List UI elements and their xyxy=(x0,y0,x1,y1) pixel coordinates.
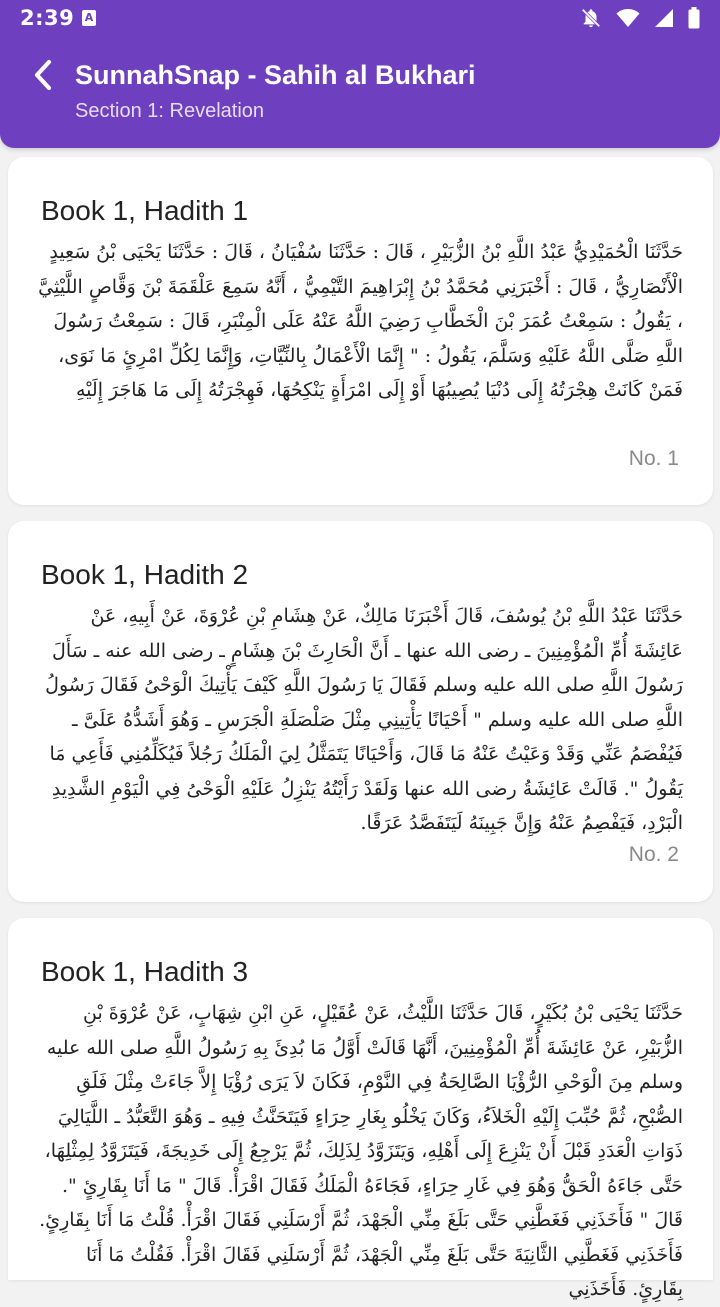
hadith-card[interactable] xyxy=(8,157,713,505)
hadith-title: Book 1, Hadith 3 xyxy=(41,956,249,987)
app-bar xyxy=(0,0,720,148)
hadith-title: Book 1, Hadith 2 xyxy=(41,559,249,590)
app-title: SunnahSnap - Sahih al Bukhari xyxy=(75,60,476,90)
section-subtitle: Section 1: Revelation xyxy=(75,100,265,122)
hadith-title: Book 1, Hadith 1 xyxy=(41,195,249,226)
status-bar xyxy=(0,0,720,38)
hadith-card[interactable] xyxy=(8,521,713,902)
status-time: 2:39 xyxy=(20,6,75,30)
back-arrow-icon[interactable] xyxy=(30,58,62,92)
notification-app-icon: A xyxy=(82,10,96,26)
notifications-off-icon xyxy=(580,7,602,29)
battery-icon xyxy=(688,7,700,29)
wifi-icon xyxy=(616,8,640,28)
hadith-number: No. 2 xyxy=(628,843,679,866)
hadith-number: No. 1 xyxy=(628,447,679,470)
hadith-arabic-text: حَدَّثَنَا يَحْيَى بْنُ بُكَيْرٍ، قَالَ حَدَّثَنَا اللَّيْثُ، عَنْ عُقَيْلٍ، عَنِ ابْنِ شِهَابٍ، عَنْ عُرْوَةَ بْنِ الزُّبَيْرِ، عَنْ عَائِشَةَ أُمِّ الْمُؤْمِنِينَ، أَنَّهَا قَالَتْ أَوَّلُ مَا بُدِئَ بِهِ رَسُولُ اللَّهِ صلى الله عليه وسلم مِنَ الْوَحْىِ الرُّؤْيَا الصَّالِحَةُ فِي النَّوْمِ، فَكَانَ لاَ يَرَى رُؤْيَا إِلاَّ جَاءَتْ مِثْلَ فَلَقِ الصُّبْحِ، ثُمَّ حُبِّبَ إِلَيْهِ الْخَلاَءُ، وَكَانَ يَخْلُو بِغَارِ حِرَاءٍ فَيَتَحَنَّثُ فِيهِ ـ وَهُوَ التَّعَبُّدُ ـ اللَّيَالِيَ ذَوَاتِ الْعَدَدِ قَبْلَ أَنْ يَنْزِعَ إِلَى أَهْلِهِ، وَيَتَزَوَّدُ لِذَلِكَ، ثُمَّ يَرْجِعُ إِلَى خَدِيجَةَ، فَيَتَزَوَّدُ لِمِثْلِهَا، حَتَّى جَاءَهُ الْحَقُّ وَهُوَ فِي غَارِ حِرَاءٍ، فَجَاءَهُ الْمَلَكُ فَقَالَ اقْرَأْ. قَالَ " مَا أَنَا بِقَارِئٍ ". قَالَ " فَأَخَذَنِي فَغَطَّنِي حَتَّى بَلَغَ مِنِّي الْجَهْدَ، ثُمَّ أَرْسَلَنِي فَقَالَ اقْرَأْ. قُلْتُ مَا أَنَا بِقَارِئٍ. فَأَخَذَنِي فَغَطَّنِي الثَّانِيَةَ حَتَّى بَلَغَ مِنِّي الْجَهْدَ، ثُمَّ أَرْسَلَنِي فَقَالَ اقْرَأْ. فَقُلْتُ مَا أَنَا بِقَارِئٍ. فَأَخَذَنِي xyxy=(39,1002,683,1300)
hadith-arabic-text: حَدَّثَنَا عَبْدُ اللَّهِ بْنُ يُوسُفَ، قَالَ أَخْبَرَنَا مَالِكٌ، عَنْ هِشَامِ بْنِ عُرْوَةَ، عَنْ أَبِيهِ، عَنْ عَائِشَةَ أُمِّ الْمُؤْمِنِينَ ـ رضى الله عنها ـ أَنَّ الْحَارِثَ بْنَ هِشَامٍ ـ رضى الله عنه ـ سَأَلَ رَسُولَ اللَّهِ صلى الله عليه وسلم فَقَالَ يَا رَسُولَ اللَّهِ كَيْفَ يَأْتِيكَ الْوَحْىُ فَقَالَ رَسُولُ اللَّهِ صلى الله عليه وسلم " أَحْيَانًا يَأْتِينِي مِثْلَ صَلْصَلَةِ الْجَرَسِ ـ وَهُوَ أَشَدُّهُ عَلَىَّ ـ فَيُفْصَمُ عَنِّي وَقَدْ وَعَيْتُ عَنْهُ مَا قَالَ، وَأَحْيَانًا يَتَمَثَّلُ لِيَ الْمَلَكُ رَجُلاً فَيُكَلِّمُنِي فَأَعِي مَا يَقُولُ ". قَالَتْ عَائِشَةُ رضى الله عنها وَلَقَدْ رَأَيْتُهُ يَنْزِلُ عَلَيْهِ الْوَحْىُ فِي الْيَوْمِ الشَّدِيدِ الْبَرْدِ، فَيَفْصِمُ عَنْهُ وَإِنَّ جَبِينَهُ لَيَتَفَصَّدُ عَرَقًا. xyxy=(45,605,683,834)
cell-signal-icon xyxy=(654,8,674,28)
hadith-arabic-text: حَدَّثَنَا الْحُمَيْدِيُّ عَبْدُ اللَّهِ بْنُ الزُّبَيْرِ ، قَالَ : حَدَّثَنَا سُفْيَانُ ، قَالَ : حَدَّثَنَا يَحْيَى بْنُ سَعِيدٍ الْأَنْصَارِيُّ ، قَالَ : أَخْبَرَنِي مُحَمَّدُ بْنُ إِبْرَاهِيمَ التَّيْمِيُّ ، أَنَّهُ سَمِعَ عَلْقَمَةَ بْنَ وَقَّاصٍ اللَّيْثِيَّ ، يَقُولُ : سَمِعْتُ عُمَرَ بْنَ الْخَطَّابِ رَضِيَ اللَّهُ عَنْهُ عَلَى الْمِنْبَرِ، قَالَ : سَمِعْتُ رَسُولَ اللَّهِ صَلَّى اللَّهُ عَلَيْهِ وَسَلَّمَ، يَقُولُ : " إِنَّمَا الْأَعْمَالُ بِالنِّيَّاتِ، وَإِنَّمَا لِكُلِّ امْرِئٍ مَا نَوَى، فَمَنْ كَانَتْ هِجْرَتُهُ إِلَى دُنْيَا يُصِيبُهَا أَوْ إِلَى امْرَأَةٍ يَنْكِحُهَا، فَهِجْرَتُهُ إِلَى مَا هَاجَرَ إِلَيْهِ xyxy=(38,241,683,401)
hadith-card[interactable] xyxy=(8,918,713,1300)
